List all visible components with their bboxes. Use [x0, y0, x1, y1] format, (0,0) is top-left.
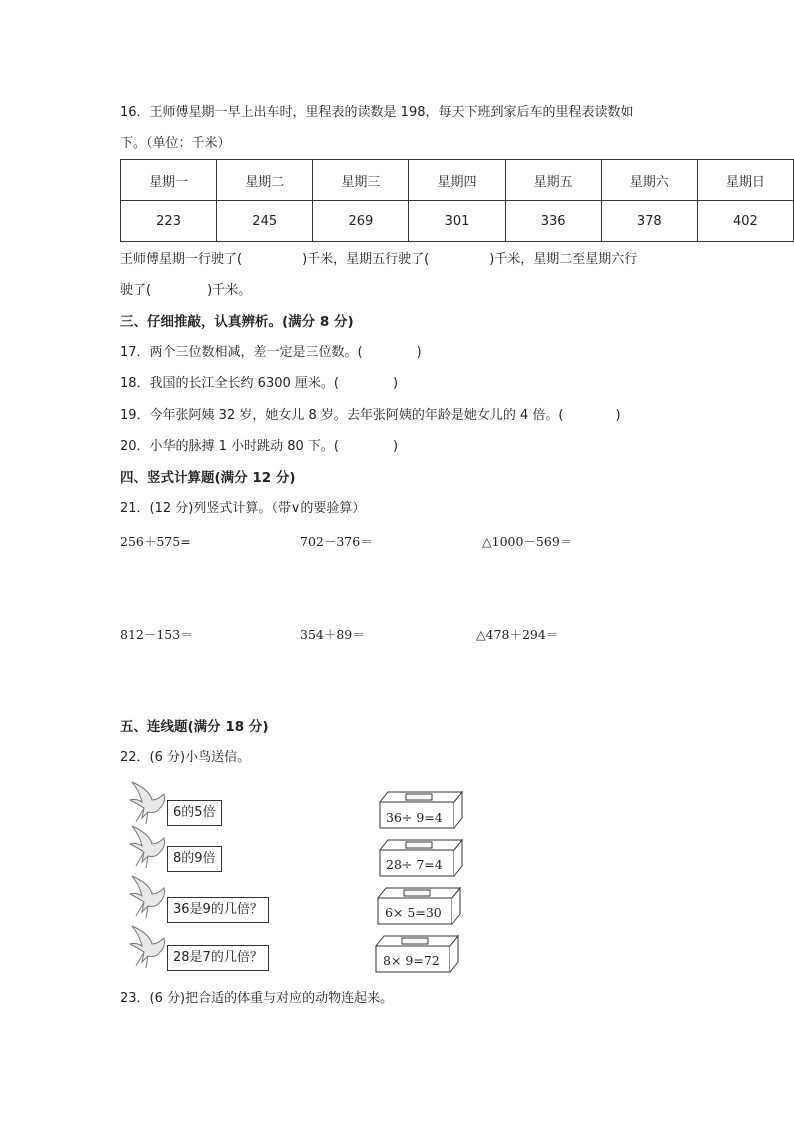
- q22-text: 22．(6 分)小鸟送信。: [120, 750, 251, 765]
- q16-answer-line2: [120, 282, 251, 300]
- letter-card[interactable]: 8的9倍: [167, 846, 222, 872]
- q16-text-line1: 16．王师傅星期一早上出车时，里程表的读数是 198，每天下班到家后车的里程表读数如: [120, 105, 634, 120]
- answer-text: )千米，星期五行驶了(: [302, 252, 430, 267]
- calc-6: △478＋294＝: [476, 627, 559, 642]
- question-text: 17．两个三位数相减，差一定是三位数。(: [120, 345, 363, 360]
- letter-card[interactable]: 36是9的几倍？: [167, 897, 269, 923]
- bird-icon: [126, 778, 170, 826]
- table-row-days: [121, 160, 794, 201]
- bird-icon: [126, 822, 170, 870]
- answer-text: )千米。: [207, 283, 252, 298]
- section3-heading: 三、仔细推敲，认真辨析。(满分 8 分): [120, 314, 354, 330]
- answer-text: 驶了(: [120, 283, 152, 298]
- section4-heading: 四、竖式计算题(满分 12 分): [120, 470, 296, 486]
- calc-3: △1000－569＝: [482, 534, 573, 549]
- question-text: ): [392, 439, 399, 454]
- calc-2: 702－376＝: [300, 534, 373, 549]
- day-cell: 星期日: [697, 160, 793, 201]
- mailbox-label: 36÷ 9=4: [386, 810, 443, 825]
- mailbox-label: 8× 9=72: [383, 953, 440, 968]
- question-text: 20．小华的脉搏 1 小时跳动 80 下。(: [120, 439, 339, 454]
- mailbox-label: 28÷ 7=4: [386, 857, 443, 872]
- reading-cell: 245: [217, 201, 313, 242]
- odometer-table: [120, 159, 794, 242]
- q16-answer-line1: [120, 251, 637, 269]
- q23-text: 23．(6 分)把合适的体重与对应的动物连起来。: [120, 991, 394, 1006]
- day-cell: 星期一: [121, 160, 217, 201]
- day-cell: 星期六: [601, 160, 697, 201]
- table-row-readings: [121, 201, 794, 242]
- day-cell: 星期四: [409, 160, 505, 201]
- calc-4: 812－153＝: [120, 627, 193, 642]
- question-text: 19．今年张阿姨 32 岁，她女儿 8 岁。去年张阿姨的年龄是她女儿的 4 倍。(: [120, 408, 564, 423]
- answer-text: 王师傅星期一行驶了(: [120, 252, 243, 267]
- q16-text-line2: 下。（单位：千米）: [120, 136, 231, 151]
- letter-card[interactable]: 6的5倍: [167, 800, 222, 826]
- q18: [120, 375, 398, 393]
- reading-cell: 301: [409, 201, 505, 242]
- q19: [120, 407, 621, 425]
- question-text: 18．我国的长江全长约 6300 厘米。(: [120, 376, 339, 391]
- reading-cell: 269: [313, 201, 409, 242]
- day-cell: 星期五: [505, 160, 601, 201]
- reading-cell: 336: [505, 201, 601, 242]
- bird-icon: [126, 922, 170, 970]
- calc-5: 354＋89＝: [300, 627, 365, 642]
- letter-card[interactable]: 28是7的几倍？: [167, 945, 269, 971]
- section5-heading: 五、连线题(满分 18 分): [120, 719, 269, 735]
- question-text: ): [392, 376, 399, 391]
- reading-cell: 378: [601, 201, 697, 242]
- question-text: ): [615, 408, 621, 423]
- q21-text: 21．(12 分)列竖式计算。（带∨的要验算）: [120, 501, 366, 516]
- question-text: ): [416, 345, 422, 360]
- answer-text: )千米，星期二至星期六行: [489, 252, 638, 267]
- calc-1: 256＋575=: [120, 534, 191, 549]
- reading-cell: 223: [121, 201, 217, 242]
- bird-icon: [126, 872, 170, 920]
- day-cell: 星期二: [217, 160, 313, 201]
- q20: [120, 438, 398, 456]
- day-cell: 星期三: [313, 160, 409, 201]
- q17: [120, 344, 422, 362]
- reading-cell: 402: [697, 201, 793, 242]
- mailbox-label: 6× 5=30: [385, 905, 442, 920]
